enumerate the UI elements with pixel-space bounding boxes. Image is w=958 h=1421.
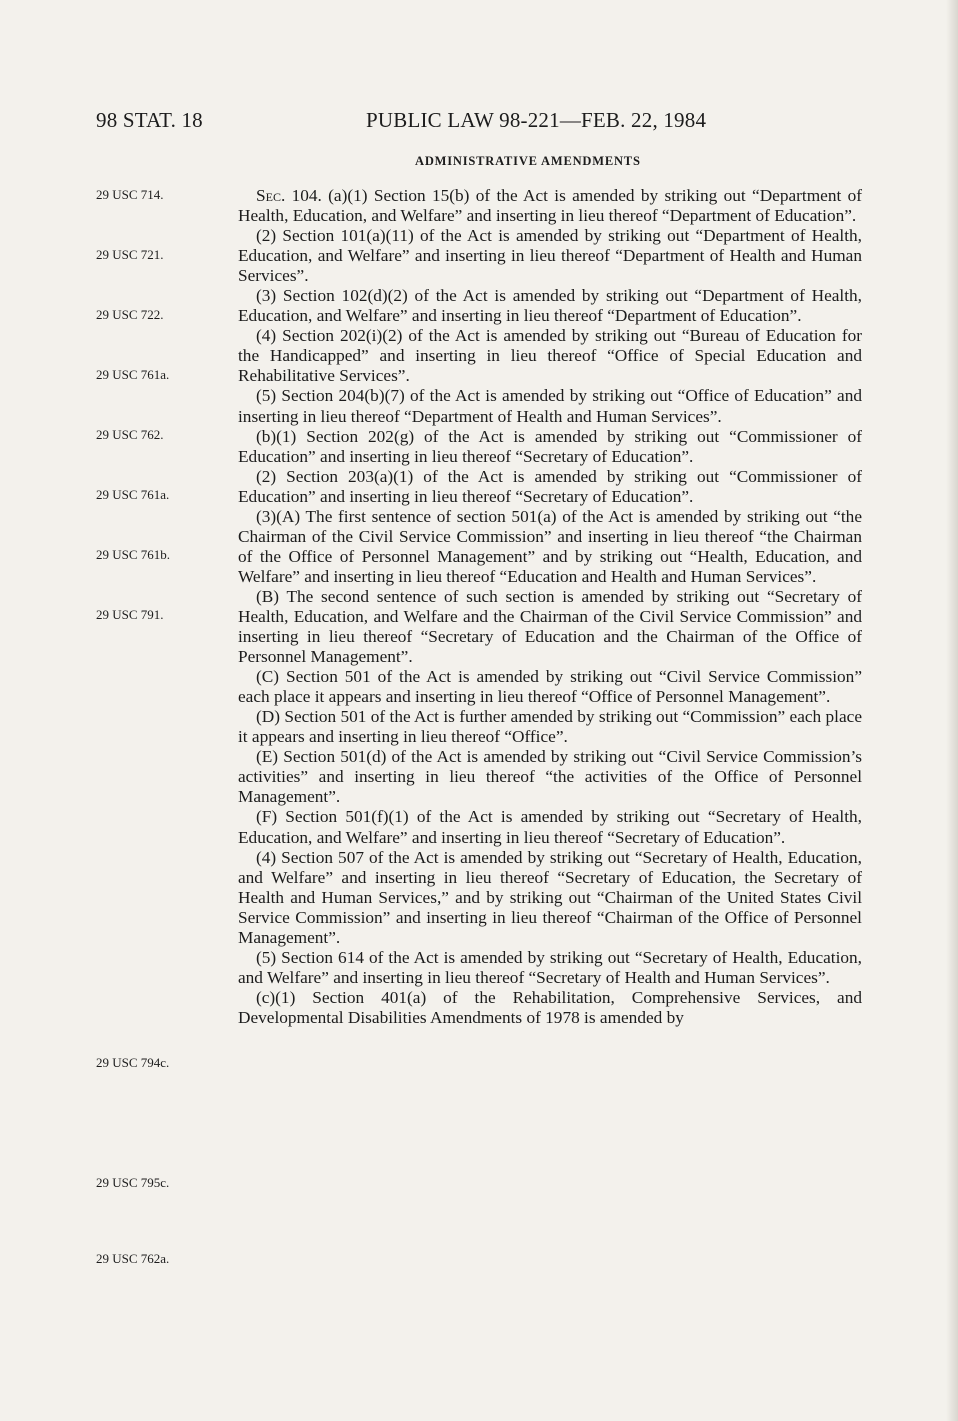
margin-note: 29 USC 762. [96,427,164,442]
paragraph: (2) Section 101(a)(11) of the Act is amended by striking out “Department of Health, Education, and Welfare” and inserting in lieu thereof “Department of Health and Human Services”. [238,226,862,286]
paragraph: (5) Section 614 of the Act is amended by striking out “Secretary of Health, Education, and Welfare” and inserting in lieu thereof “Secretary of Health and Human Services”. [238,947,862,987]
margin-note: 29 USC 795c. [96,1175,170,1190]
paragraph: (D) Section 501 of the Act is further amended by striking out “Commission” each place it appears and inserting in lieu thereof “Office”. [238,707,862,747]
margin-note: 29 USC 722. [96,307,164,322]
paragraph: (c)(1) Section 401(a) of the Rehabilitation, Comprehensive Services, and Developmental Disabilities Amendments of 1978 is amended by [238,987,862,1027]
section-label: Sec. [256,186,286,205]
statute-body [238,186,862,1028]
paragraph: (b)(1) Section 202(g) of the Act is amended by striking out “Commissioner of Education” and inserting in lieu thereof “Secretary of Education”. [238,426,862,466]
margin-note: 29 USC 721. [96,247,164,262]
paragraph: (B) The second sentence of such section is amended by striking out “Secretary of Health, Education, and Welfare and the Chairman of the Civil Service Commission” and inserting in lieu thereof “Secretary of Education and the Chairman of the Office of Personnel Management”. [238,586,862,667]
margin-note: 29 USC 762a. [96,1251,170,1266]
paragraph: (F) Section 501(f)(1) of the Act is amended by striking out “Secretary of Health, Education, and Welfare” and inserting in lieu thereof “Secretary of Education”. [238,807,862,847]
margin-note: 29 USC 791. [96,607,164,622]
paragraph: Sec. 104. (a)(1) Section 15(b) of the Act is amended by striking out “Department of Health, Education, and Welfare” and inserting in lieu thereof “Department of Education”. [238,186,862,226]
paragraph: (3)(A) The first sentence of section 501(a) of the Act is amended by striking out “the Chairman of the Civil Service Commission” and inserting in lieu thereof “the Chairman of the Office of Personnel Management” and by striking out “Health, Education, and Welfare” and inserting in lieu thereof “Education and Health and Human Services”. [238,506,862,586]
page-edge-shadow [946,0,958,1421]
paragraph: (2) Section 203(a)(1) of the Act is amended by striking out “Commissioner of Education” and inserting in lieu thereof “Secretary of Education”. [238,466,862,506]
margin-note: 29 USC 714. [96,187,164,202]
margin-note: 29 USC 761b. [96,547,171,562]
paragraph: (E) Section 501(d) of the Act is amended by striking out “Civil Service Commission’s activities” and inserting in lieu thereof “the activities of the Office of Personnel Management”. [238,747,862,807]
public-law-title: PUBLIC LAW 98-221—FEB. 22, 1984 [366,108,707,132]
paragraph: (3) Section 102(d)(2) of the Act is amended by striking out “Department of Health, Education, and Welfare” and inserting in lieu thereof “Department of Education”. [238,286,862,326]
margin-note: 29 USC 761a. [96,487,170,502]
paragraph: (5) Section 204(b)(7) of the Act is amended by striking out “Office of Education” and inserting in lieu thereof “Department of Health and Human Services”. [238,386,862,426]
paragraph: (4) Section 202(i)(2) of the Act is amended by striking out “Bureau of Education for the Handicapped” and inserting in lieu thereof “Office of Special Education and Rehabilitative Services”. [238,326,862,386]
paragraph: (C) Section 501 of the Act is amended by striking out “Civil Service Commission” each place it appears and inserting in lieu thereof “Office of Personnel Management”. [238,667,862,707]
section-heading: ADMINISTRATIVE AMENDMENTS [415,154,641,168]
paragraph: (4) Section 507 of the Act is amended by striking out “Secretary of Health, Education, and Welfare” and inserting in lieu thereof “Secretary of Education, the Secretary of Health and Human Services,” and by striking out “Chairman of the United States Civil Service Commission” and inserting in lieu thereof “Chairman of the Office of Personnel Management”. [238,847,862,947]
margin-note: 29 USC 794c. [96,1055,170,1070]
margin-note: 29 USC 761a. [96,367,170,382]
stat-reference: 98 STAT. 18 [96,108,203,132]
